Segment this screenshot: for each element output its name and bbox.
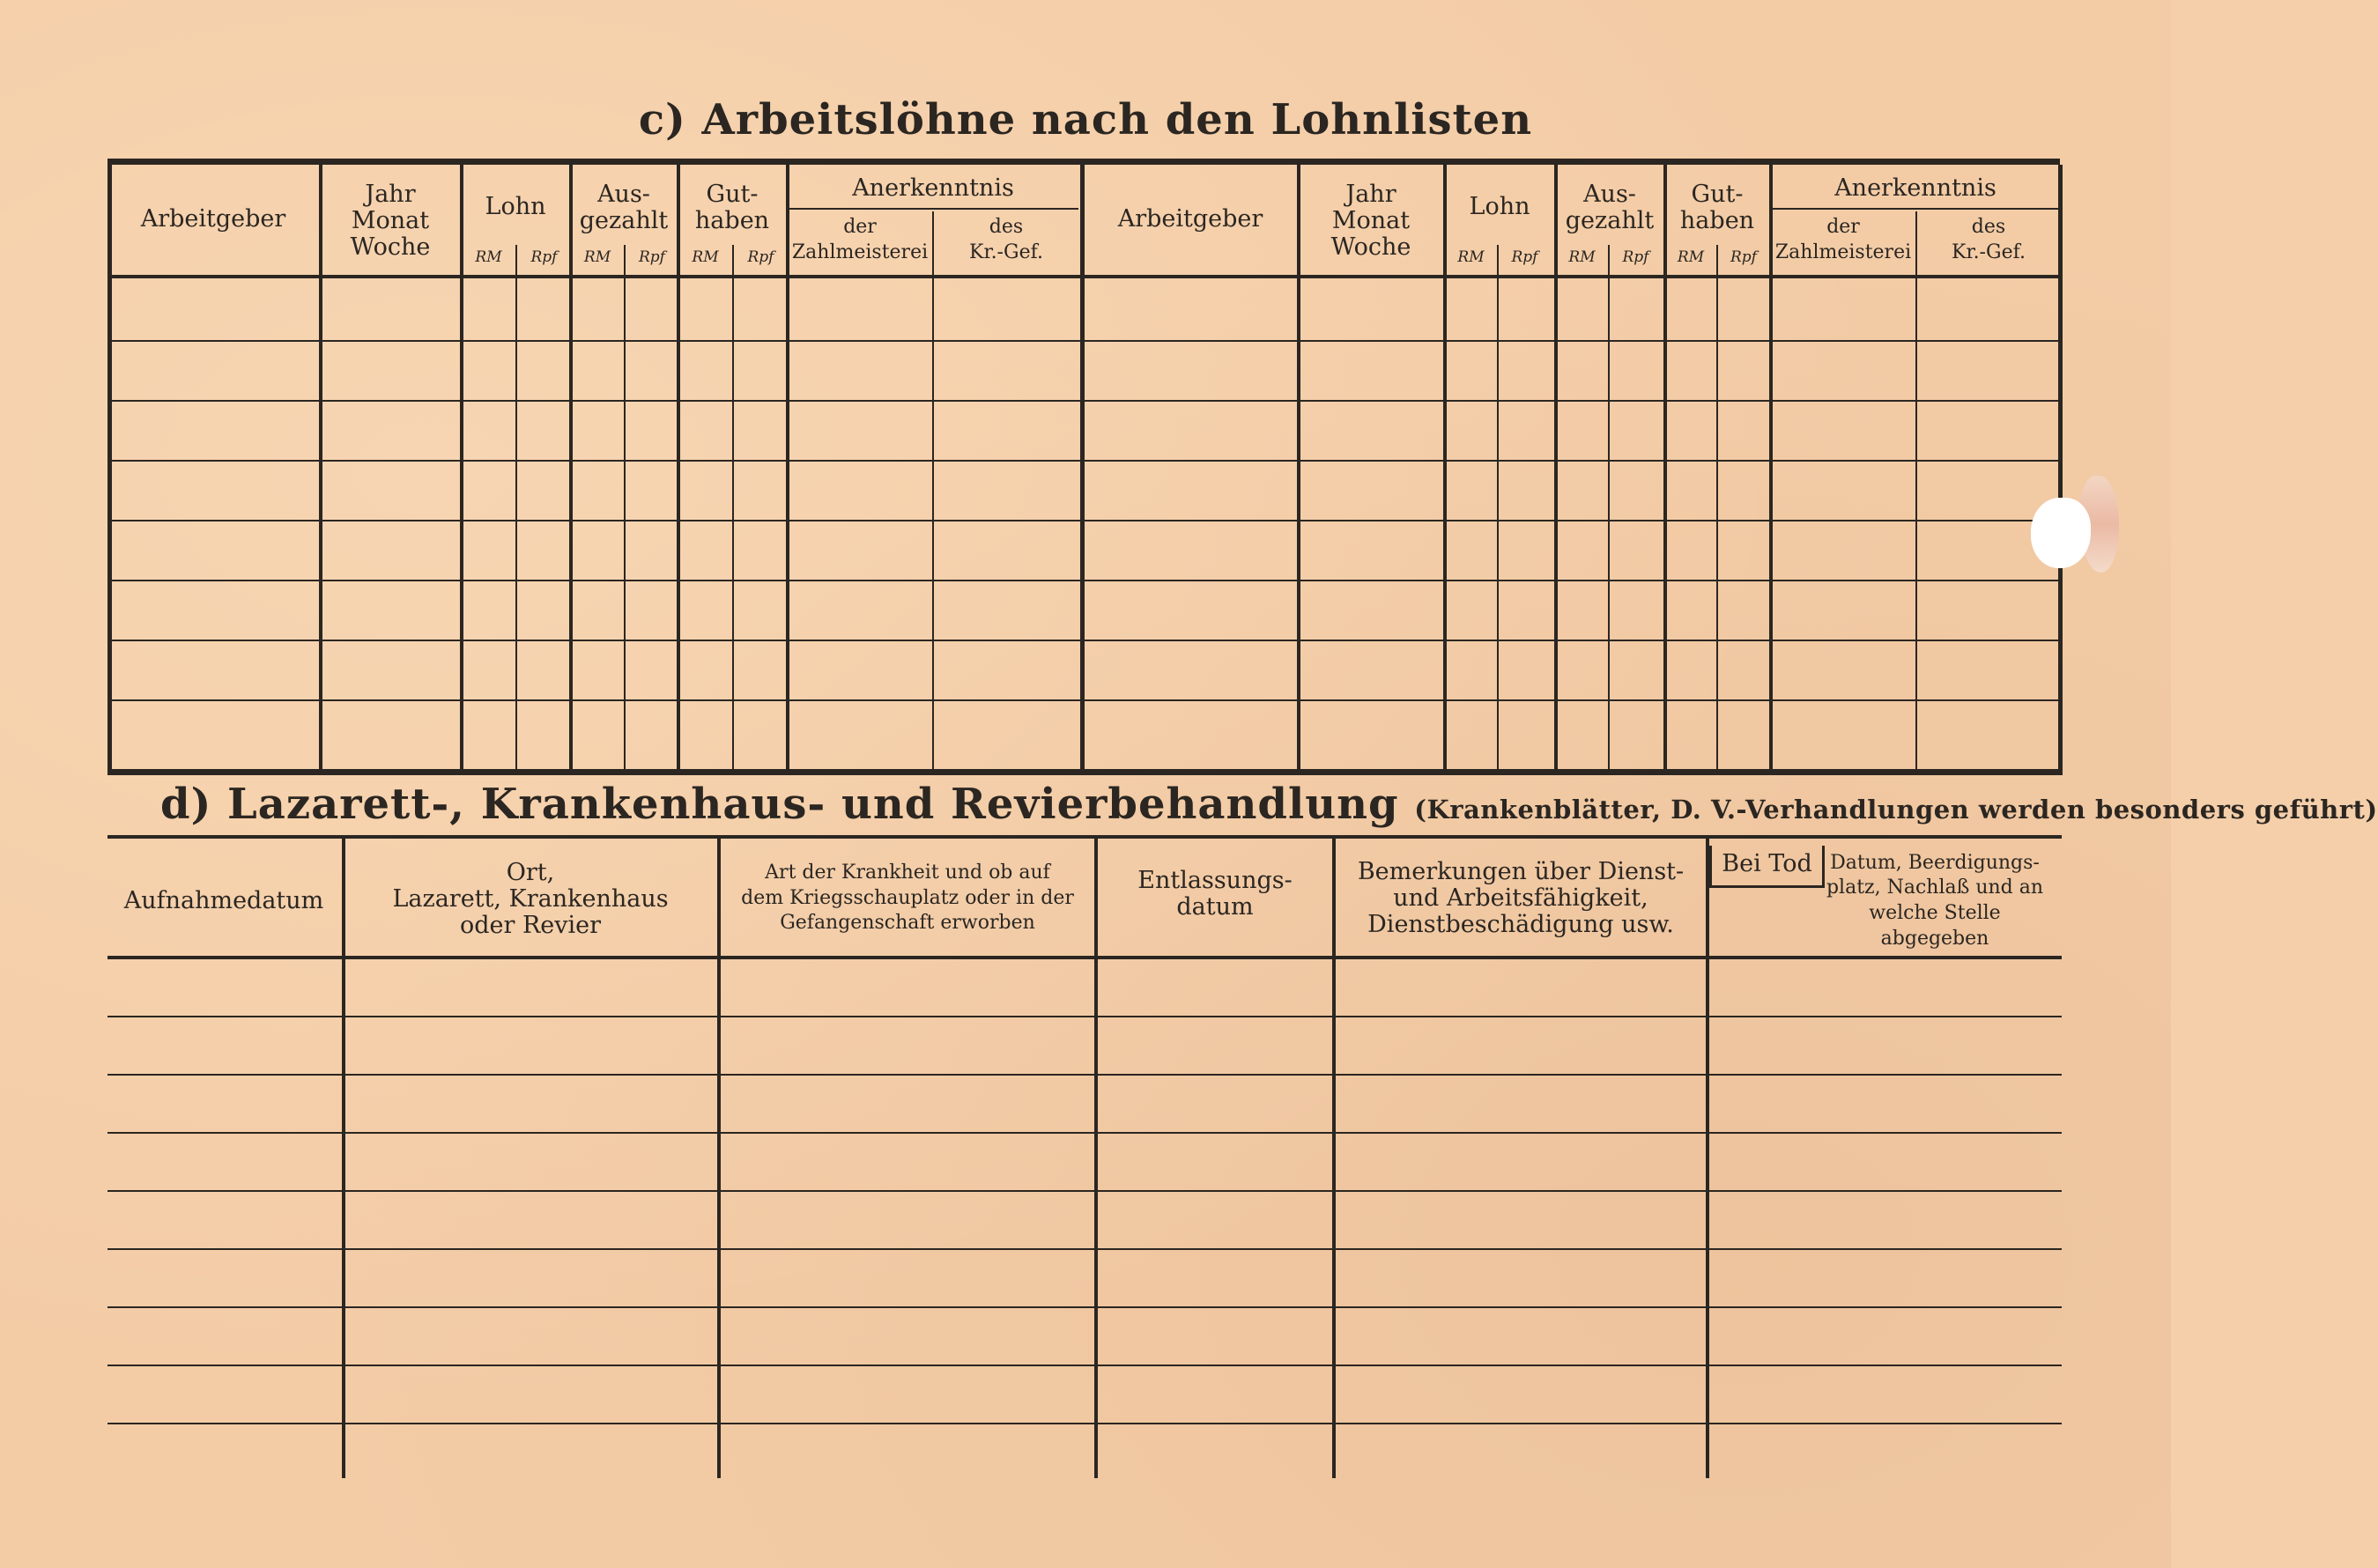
header-underline <box>788 208 1078 210</box>
table-row-line <box>107 1306 2062 1308</box>
header-des-kr-gef-right: des Kr.-Gef. <box>1952 216 2026 263</box>
table-column-line <box>1706 837 1709 1478</box>
header-guthaben-right: Gut- haben <box>1679 180 1755 234</box>
currency-label-rpf: Rpf <box>1511 248 1538 266</box>
header-bemerkungen: Bemerkungen über Dienst- und Arbeitsfähigkeit, Dienstbeschädigung usw. <box>1357 857 1685 939</box>
header-lohn-right: Lohn <box>1469 192 1530 220</box>
header-aufnahmedatum: Aufnahmedatum <box>123 886 324 914</box>
table-subcolumn-line <box>624 245 626 769</box>
section-d-header-rule <box>107 956 2062 959</box>
table-subcolumn-line <box>732 245 734 769</box>
currency-label-rm: RM <box>1568 248 1596 266</box>
currency-label-rpf: Rpf <box>1730 248 1757 266</box>
header-jahr-monat-woche-right: Jahr Monat Woche <box>1330 180 1411 262</box>
currency-label-rpf: Rpf <box>1622 248 1649 266</box>
header-entlassungsdatum: Entlassungs- datum <box>1137 866 1293 921</box>
section-c-top-rule <box>107 159 2060 165</box>
currency-label-rm: RM <box>583 248 611 266</box>
header-ausgezahlt-left: Aus- gezahlt <box>579 180 669 234</box>
table-row-line <box>107 1248 2062 1250</box>
section-c-title: c) Arbeitslöhne nach den Lohnlisten <box>638 95 1533 144</box>
table-row-line <box>107 1016 2062 1017</box>
header-art-der-krankheit: Art der Krankheit und ob auf dem Kriegsschauplatz oder in der Gefangenschaft erworben <box>741 862 1074 935</box>
currency-label-rpf: Rpf <box>530 248 558 266</box>
table-row-line <box>107 1423 2062 1424</box>
table-subcolumn-line <box>1497 245 1499 769</box>
currency-label-rpf: Rpf <box>639 248 665 266</box>
header-der-zahlmeisterei-left: der Zahlmeisterei <box>791 216 929 263</box>
table-subcolumn-line <box>1608 245 1610 769</box>
table-subcolumn-line <box>932 211 934 769</box>
section-d-subtitle: (Krankenblätter, D. V.-Verhandlungen werden besonders geführt) <box>1414 795 2378 825</box>
header-anerkenntnis-left: Anerkenntnis <box>852 174 1014 202</box>
table-row-line <box>107 1365 2062 1366</box>
header-anerkenntnis-right: Anerkenntnis <box>1834 174 1996 202</box>
section-d-heading: d) Lazarett-, Krankenhaus- und Revierbehandlung <box>160 780 1399 829</box>
currency-label-rm: RM <box>1677 248 1705 266</box>
header-der-zahlmeisterei-right: der Zahlmeisterei <box>1774 216 1912 263</box>
currency-label-rm: RM <box>1457 248 1485 266</box>
header-des-kr-gef-left: des Kr.-Gef. <box>969 216 1043 263</box>
currency-label-rpf: Rpf <box>747 248 774 266</box>
header-lohn-left: Lohn <box>485 192 546 220</box>
header-arbeitgeber-right: Arbeitgeber <box>1117 204 1263 233</box>
currency-label-rm: RM <box>692 248 719 266</box>
header-ort: Ort, Lazarett, Krankenhaus oder Revier <box>392 858 669 940</box>
table-row-line <box>107 1074 2062 1076</box>
table-row-line <box>107 1132 2062 1134</box>
header-guthaben-left: Gut- haben <box>694 180 770 234</box>
punch-hole <box>2031 498 2091 568</box>
table-subcolumn-line <box>515 245 517 769</box>
header-bei-tod: Bei Tod <box>1709 846 1825 888</box>
header-ausgezahlt-right: Aus- gezahlt <box>1565 180 1655 234</box>
table-subcolumn-line <box>1716 245 1718 769</box>
header-arbeitgeber-left: Arbeitgeber <box>140 204 286 233</box>
header-jahr-monat-woche-left: Jahr Monat Woche <box>350 180 431 262</box>
table-column-line <box>1094 837 1098 1478</box>
currency-label-rm: RM <box>475 248 502 266</box>
table-row-line <box>107 1190 2062 1192</box>
section-d-top-rule <box>107 835 2062 839</box>
header-datum-beerdigung: Datum, Beerdigungs- platz, Nachlaß und an welche Stelle abgegeben <box>1826 851 2044 950</box>
header-underline <box>1771 208 2058 210</box>
section-d-title <box>160 780 2378 829</box>
table-subcolumn-line <box>1915 211 1917 769</box>
